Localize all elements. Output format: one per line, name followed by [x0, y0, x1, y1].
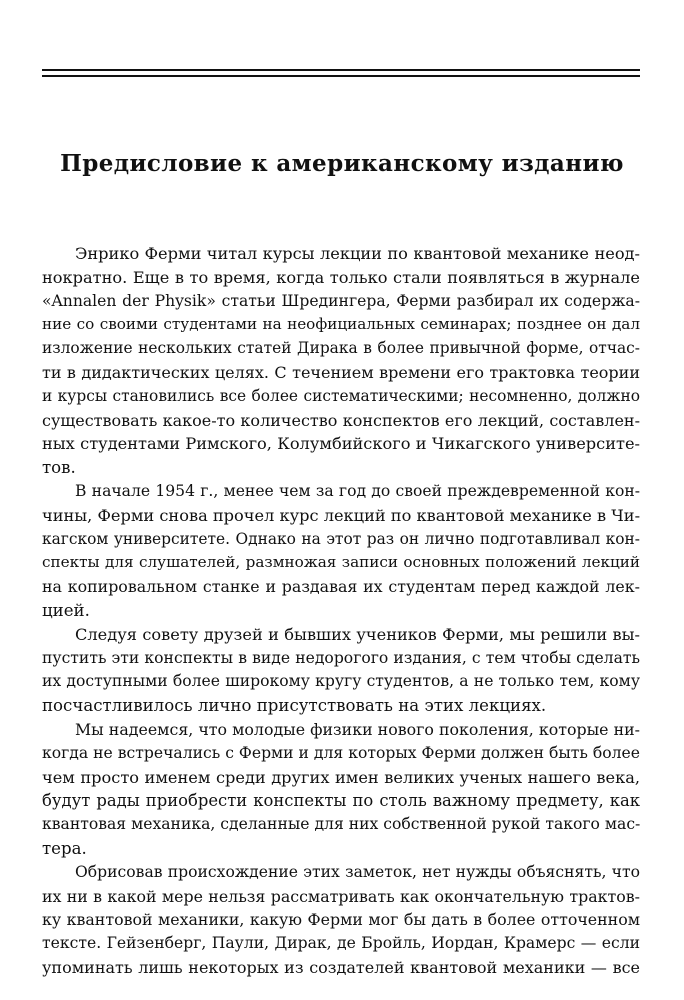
text-line: нократно. Еще в то время, когда только стали появляться в журнале — [42, 267, 640, 287]
text-line: Следуя совету друзей и бывших учеников Ферми, мы решили вы- — [75, 624, 640, 644]
text-line: пустить эти конспекты в виде недорогого издания, с тем чтобы сделать — [42, 648, 640, 667]
text-line: Энрико Ферми читал курсы лекции по квантовой механике неод- — [75, 244, 640, 263]
text-line: цией. — [42, 600, 90, 620]
text-line: Обрисовав происхождение этих заметок, нет нужды объяснять, что — [75, 862, 640, 881]
text-line: когда не встречались с Ферми и для которых Ферми должен быть более — [42, 743, 640, 762]
header-rule-thin — [42, 75, 640, 77]
text-line: посчастливилось лично присутствовать на этих лекциях. — [42, 696, 547, 716]
text-line: упоминать лишь некоторых из создателей квантовой механики — все — [42, 957, 640, 977]
text-line: чины, Ферми снова прочел курс лекций по квантовой механике в Чи- — [42, 505, 641, 525]
text-line: В начале 1954 г., менее чем за год до своей преждевременной кон- — [75, 481, 640, 500]
body-text — [42, 242, 640, 980]
text-line: и курсы становились все более систематическими; несомненно, должно — [42, 386, 640, 405]
page-title: Предисловие к американскому изданию — [60, 150, 624, 177]
text-line: ку квантовой механики, какую Ферми мог бы дать в более отточенном — [42, 910, 640, 930]
text-line: тера. — [42, 838, 87, 858]
text-line: кагском университете. Однако на этот раз он лично подготавливал кон- — [42, 529, 640, 548]
text-line: их доступными более широкому кругу студентов, а не только тем, кому — [42, 672, 640, 691]
text-line: их ни в какой мере нельзя рассматривать как окончательную трактов- — [42, 886, 640, 906]
text-line: ти в дидактических целях. С течением времени его трактовка теории — [42, 362, 640, 382]
text-line: квантовая механика, сделанные для них собственной рукой такого мас- — [42, 815, 641, 834]
text-line: на копировальном станке и раздавая их студентам перед каждой лек- — [42, 577, 640, 597]
header-rule-thick — [42, 69, 640, 71]
text-line: «Annalen der Physik» статьи Шредингера, Ферми разбирал их содержа- — [42, 291, 640, 310]
text-line: чем просто именем среди других имен великих ученых нашего века, — [42, 767, 640, 787]
text-line: тексте. Гейзенберг, Паули, Дирак, де Бройль, Иордан, Крамерс — если — [42, 934, 640, 953]
text-line: тов. — [42, 458, 76, 478]
text-line: ние со своими студентами на неофициальных семинарах; позднее он дал — [42, 315, 640, 334]
text-line: изложение нескольких статей Дирака в более привычной форме, отчас- — [42, 339, 640, 358]
text-line: существовать какое-то количество конспектов его лекций, составлен- — [42, 410, 640, 430]
text-line: будут рады приобрести конспекты по столь важному предмету, как — [42, 791, 640, 811]
text-line: Мы надеемся, что молодые физики нового поколения, которые ни- — [75, 719, 640, 739]
text-line: спекты для слушателей, размножая записи основных положений лекций — [42, 553, 640, 572]
text-line: ных студентами Римского, Колумбийского и Чикагского университе- — [42, 434, 640, 454]
